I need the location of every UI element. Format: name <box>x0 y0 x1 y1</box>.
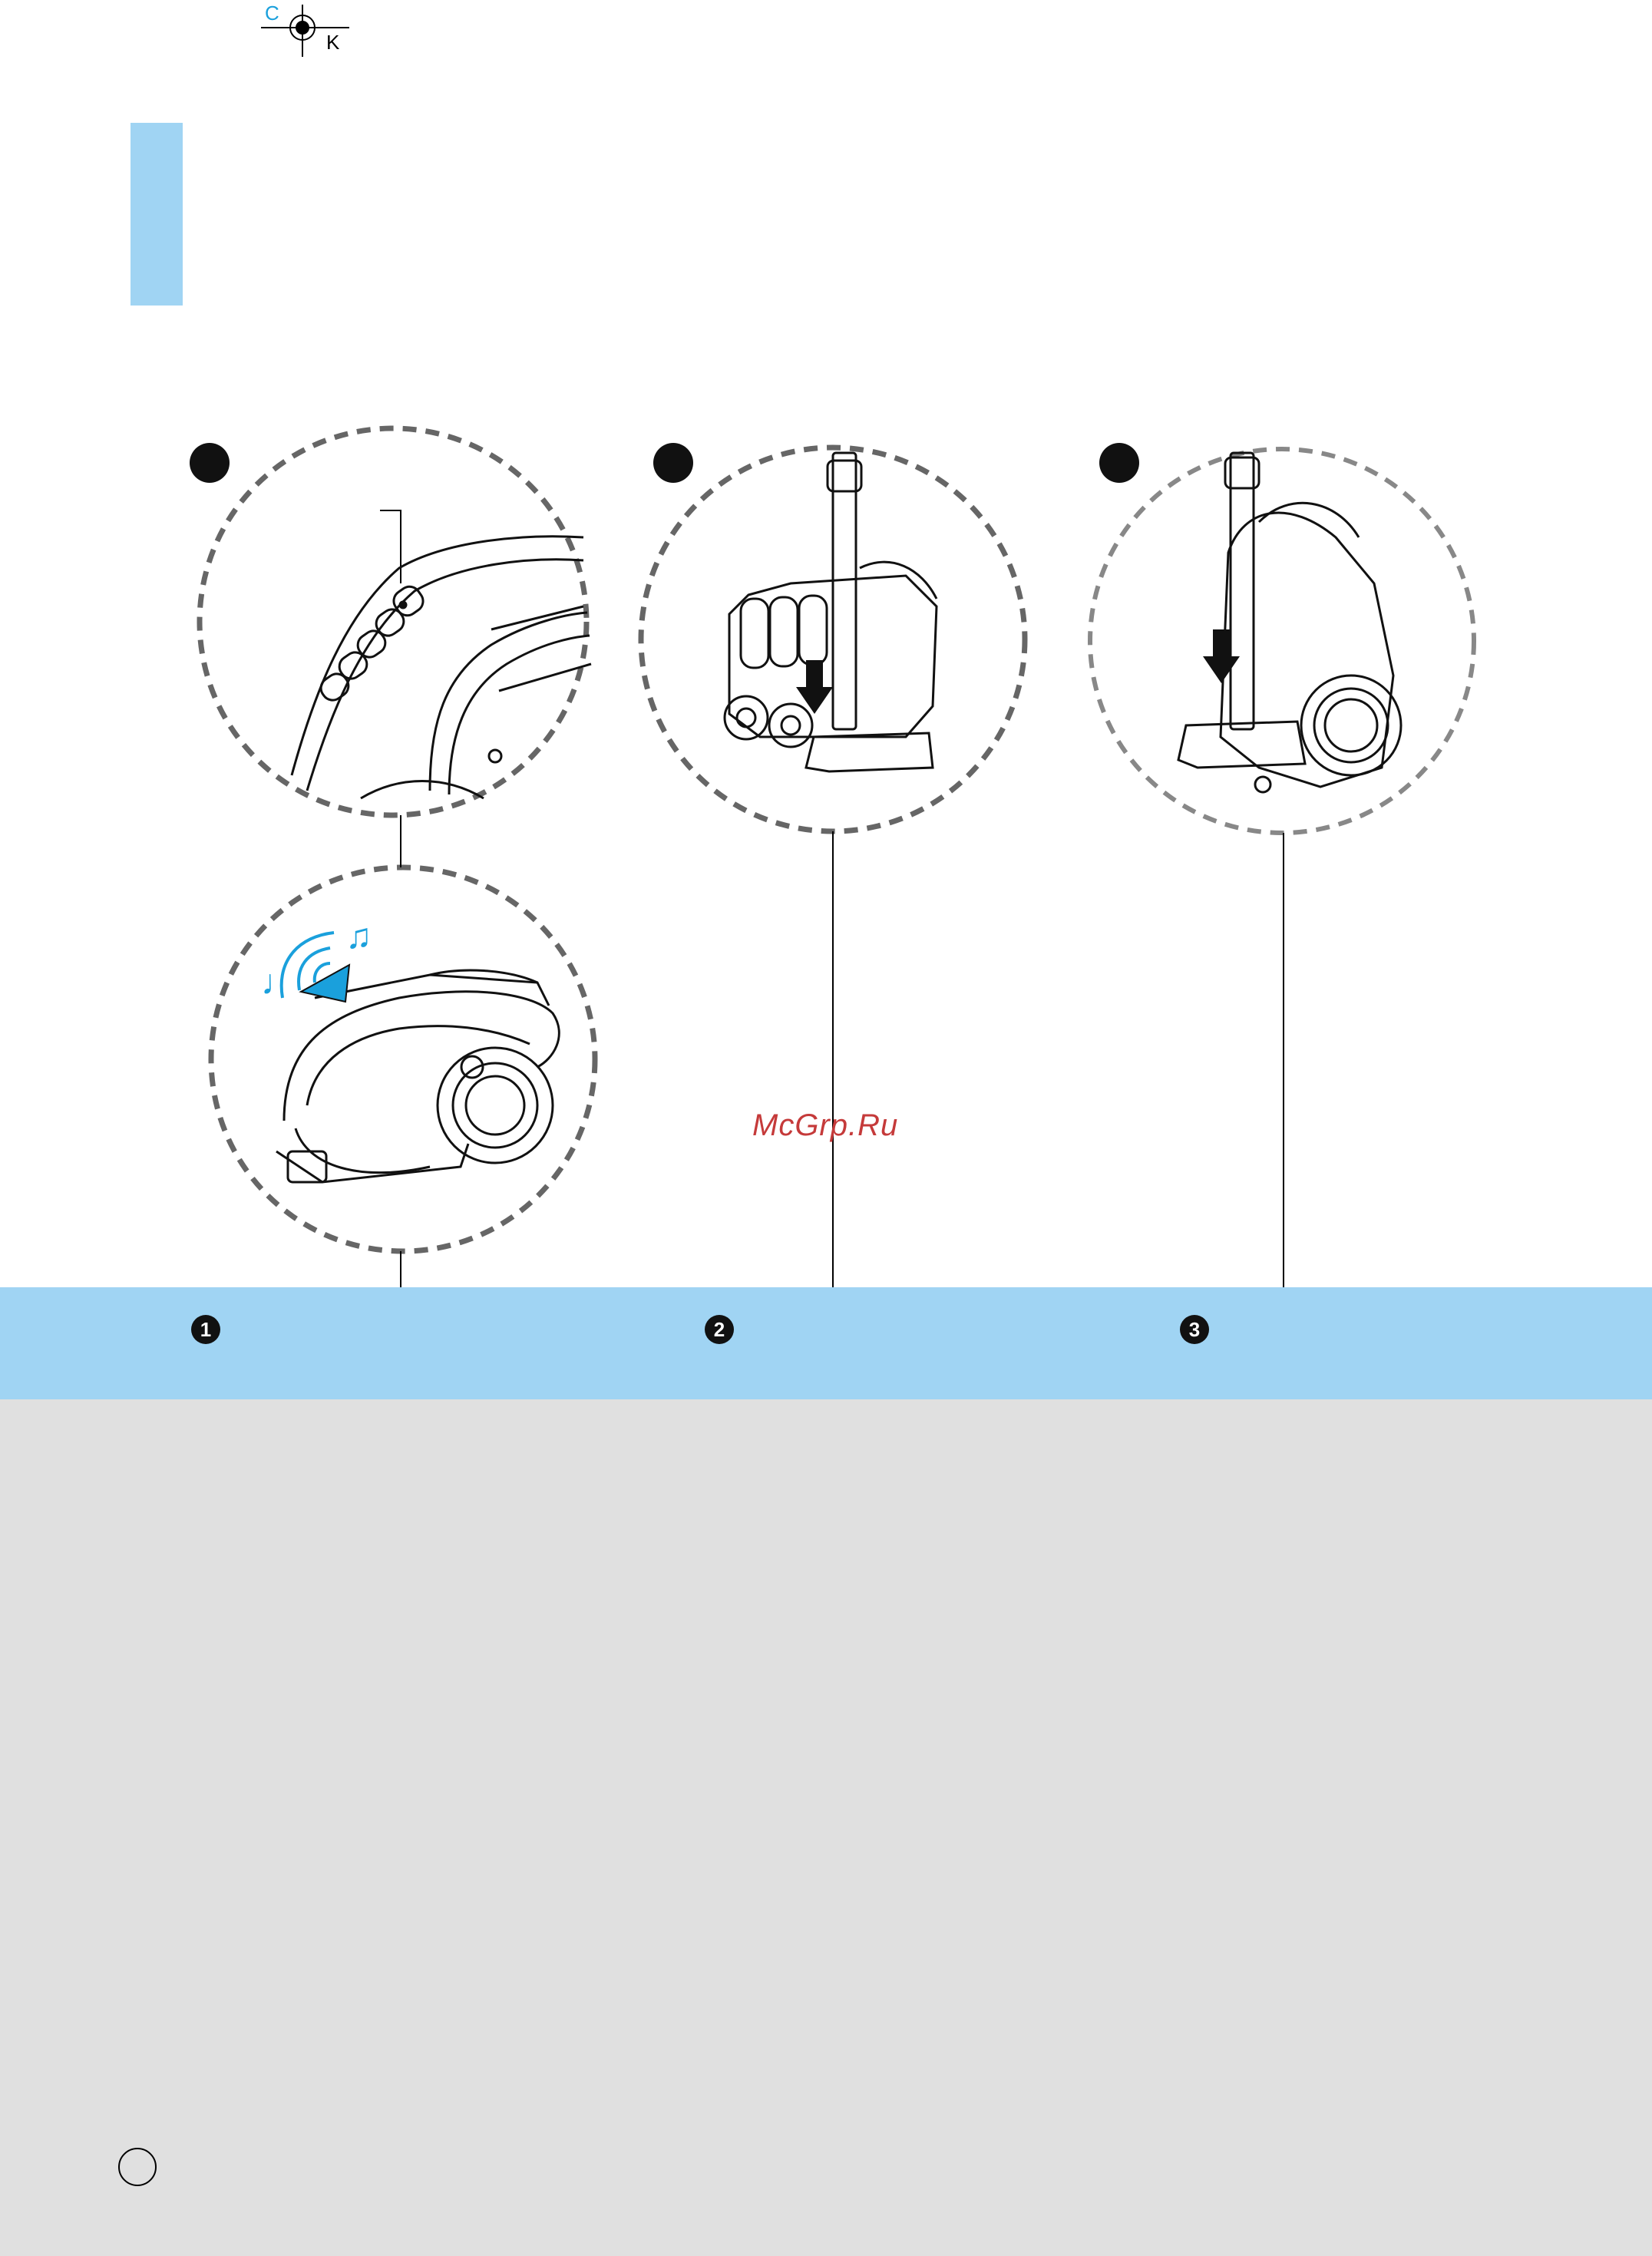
illustrations-area <box>0 399 1652 1290</box>
svg-text:♩: ♩ <box>261 962 296 1002</box>
section-tab <box>131 123 183 306</box>
svg-text:♫: ♫ <box>345 916 372 956</box>
step-marker-2 <box>653 443 693 483</box>
registration-k-label: K <box>326 31 340 54</box>
step-marker-1 <box>190 443 230 483</box>
content-panel <box>0 1399 1652 2256</box>
step-marker-3 <box>1099 443 1139 483</box>
step-number-2: 2 <box>705 1315 734 1344</box>
vacuum-handle-buttons-icon <box>292 537 591 798</box>
step-number-1: 1 <box>191 1315 220 1344</box>
step-number-3: 3 <box>1180 1315 1209 1344</box>
watermark: McGrp.Ru <box>752 1108 899 1142</box>
nozzle-parking-rear-icon <box>1178 453 1401 792</box>
step-band <box>0 1287 1652 1399</box>
registration-c-label: C <box>265 2 279 25</box>
nozzle-parking-front-icon <box>725 453 937 771</box>
page-number-circle <box>118 2148 157 2186</box>
vacuum-sound-signal-icon <box>276 970 559 1182</box>
